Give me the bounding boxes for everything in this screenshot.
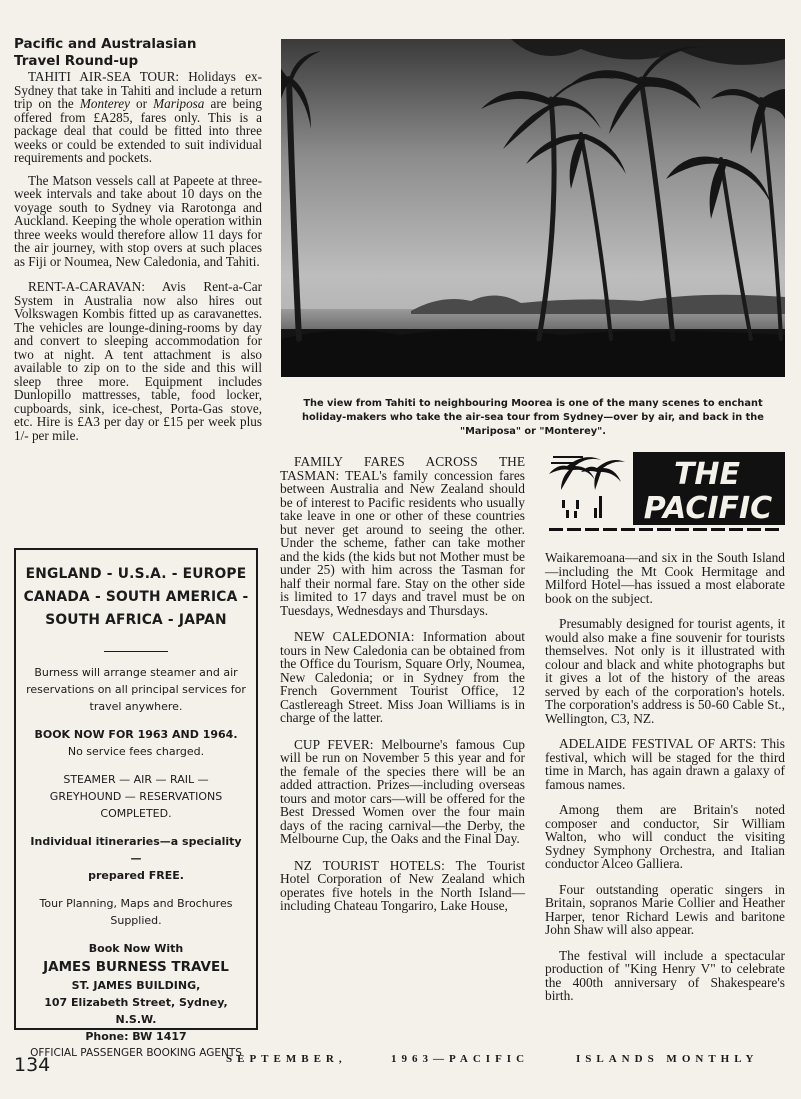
hotels-book-paragraph: Waikaremoana—and six in the South Island—including the Mt Cook Hermitage and Milford Hotel—has issued a most elaborate book on the subject. — [545, 550, 785, 606]
caravan-paragraph: RENT-A-CARAVAN: Avis Rent-a-Car System in Australia now also hires out Volkswagen Kombis fitted up as caravanettes. The vehicles are lounge-dining-rooms by day and convert to sleeping accommodation for two at night. A tent attachment is also available to zip on to the side and this will sleep three more. Equipment includes Dunlopillo mattresses, table, food locker, cupboards, sink, ice-chest, Porta-Gas stove, etc. Hire is £A3 per day or £15 per week plus 1/- per mile. — [14, 279, 262, 443]
footer-magazine-title: ISLANDS MONTHLY — [576, 1053, 759, 1065]
burness-advert — [14, 548, 258, 1059]
headline-line-2: Travel Round-up — [14, 53, 139, 69]
ad-intro: Burness will arrange steamer and air reservations on all principal services for travel anywhere. — [26, 666, 246, 713]
ad-company: JAMES BURNESS TRAVEL — [43, 959, 229, 975]
family-fares-paragraph: FAMILY FARES ACROSS THE TASMAN: TEAL's family concession fares between Australia and New Zealand should be of interest to Pacific residents who usually take leave in one or other of these countries but never get around to seeing the other. Under the scheme, father can take mother and the kids (the kids but not Mother must be under 25) with him across the Tasman for half their normal fare. Stay on the other side is limited to 17 days and travel must be on Tuesdays, Wednesdays and Thursdays. — [280, 454, 525, 618]
ad-tour-planning: Tour Planning, Maps and Brochures Supplied. — [39, 897, 233, 927]
ad-book-with: Book Now With — [88, 942, 184, 955]
nz-hotels-paragraph: NZ TOURIST HOTELS: The Tourist Hotel Corporation of New Zealand which operates five hotels in the North Island—including Chateau Tongariro, Lake House, — [280, 857, 525, 913]
ad-services-3: COMPLETED. — [100, 807, 172, 820]
composers-paragraph: Among them are Britain's noted composer and conductor, Sir William Walton, who will conduct the visiting Sydney Symphony Orchestra, and Italian conductor Alceo Galliera. — [545, 802, 785, 871]
adelaide-festival-paragraph: ADELAIDE FESTIVAL OF ARTS: This festival, which will be staged for the third time in March, has again drawn a galaxy of famous names. — [545, 736, 785, 792]
cup-fever-paragraph: CUP FEVER: Melbourne's famous Cup will be run on November 5 this year and for the female of the species there will be an added attraction. Prizes—including overseas tours and motor cars—will be offered for the Best Dressed Women over the four main days of the racing carnival—the Derby, the Melbourne Cup, the Oaks and the Final Day. — [280, 736, 525, 846]
caption-line-1: The view from Tahiti to neighbouring Moorea is one of the many scenes to enchant — [303, 398, 763, 409]
ad-services-2: GREYHOUND — RESERVATIONS — [49, 790, 223, 803]
ad-phone: Phone: BW 1417 — [85, 1030, 187, 1043]
souvenir-paragraph: Presumably designed for tourist agents, it would also make a fine souvenir for tourists themselves. Not only is it illustrated with colour and black and white photographs but it gives a lot of the history of the areas served by each of the corporation's hotels. The corporation's address is 50-60 Cable St., Wellington, C3, NZ. — [545, 616, 785, 726]
ad-street: 107 Elizabeth Street, Sydney, N.S.W. — [44, 996, 228, 1026]
ad-book-now: BOOK NOW FOR 1963 AND 1964. — [34, 728, 238, 741]
ad-building: ST. JAMES BUILDING, — [71, 979, 201, 992]
new-caledonia-paragraph: NEW CALEDONIA: Information about tours in New Caledonia can be obtained from the Office du Tourism, Square Orly, Noumea, New Caledonia; or in Sydney from the French Government Tourist Office, 12 Castlereagh Street. Miss Joan Williams is in charge of the latter. — [280, 629, 525, 725]
right-column — [545, 551, 785, 1015]
middle-column — [280, 455, 525, 926]
the-pacific-logo — [547, 450, 785, 532]
ad-itineraries-1: Individual itineraries—a speciality— — [30, 835, 242, 865]
ad-agents: OFFICIAL PASSENGER BOOKING AGENTS — [30, 1047, 242, 1059]
ad-title-1: ENGLAND - U.S.A. - EUROPE — [25, 566, 247, 582]
footer-month: SEPTEMBER, — [226, 1053, 347, 1065]
caption-line-2: holiday-makers who take the air-sea tour from Sydney—over by air, and back in the — [302, 412, 764, 423]
ad-services-1: STEAMER — AIR — RAIL — — [63, 773, 209, 786]
singers-paragraph: Four outstanding operatic singers in Britain, sopranos Marie Collier and Heather Harper, tenor Richard Lewis and baritone John Shaw will also appear. — [545, 881, 785, 937]
caption-line-3: "Mariposa" or "Monterey". — [460, 426, 606, 437]
tahiti-tour-paragraph: TAHITI AIR-SEA TOUR: Holidays ex-Sydney that take in Tahiti and include a return trip on the Monterey or Mariposa are being offered from £A285, fares only. This is a package deal that could be fitted into three weeks or could be extended to suit individual requirements and pockets. — [14, 69, 262, 165]
henry-v-paragraph: The festival will include a spectacular production of "King Henry V" to celebrate the 400th anniversary of Shakespeare's birth. — [545, 947, 785, 1003]
ad-itineraries-2: prepared FREE. — [88, 869, 184, 882]
tahiti-photo — [281, 39, 785, 377]
photo-caption — [281, 397, 785, 439]
headline-line-1: Pacific and Australasian — [14, 36, 197, 52]
matson-paragraph: The Matson vessels call at Papeete at three-week intervals and take about 10 days on the voyage south to Sydney via Rarotonga and Auckland. Keeping the whole operation within three weeks would therefore allow 11 days for the air journey, with stop overs at such places as Fiji or Noumea, New Caledonia, and Tahiti. — [14, 172, 262, 269]
page-number: 134 — [14, 1054, 51, 1076]
footer-year-title: 1963—PACIFIC — [391, 1053, 530, 1065]
logo-pacific: PACIFIC — [643, 491, 773, 526]
ad-fees: No service fees charged. — [67, 745, 205, 758]
left-column — [14, 36, 262, 451]
ad-title-3: SOUTH AFRICA - JAPAN — [45, 612, 227, 628]
ad-title-2: CANADA - SOUTH AMERICA - — [23, 589, 249, 605]
ad-divider — [104, 651, 168, 652]
logo-the: THE — [673, 457, 741, 492]
